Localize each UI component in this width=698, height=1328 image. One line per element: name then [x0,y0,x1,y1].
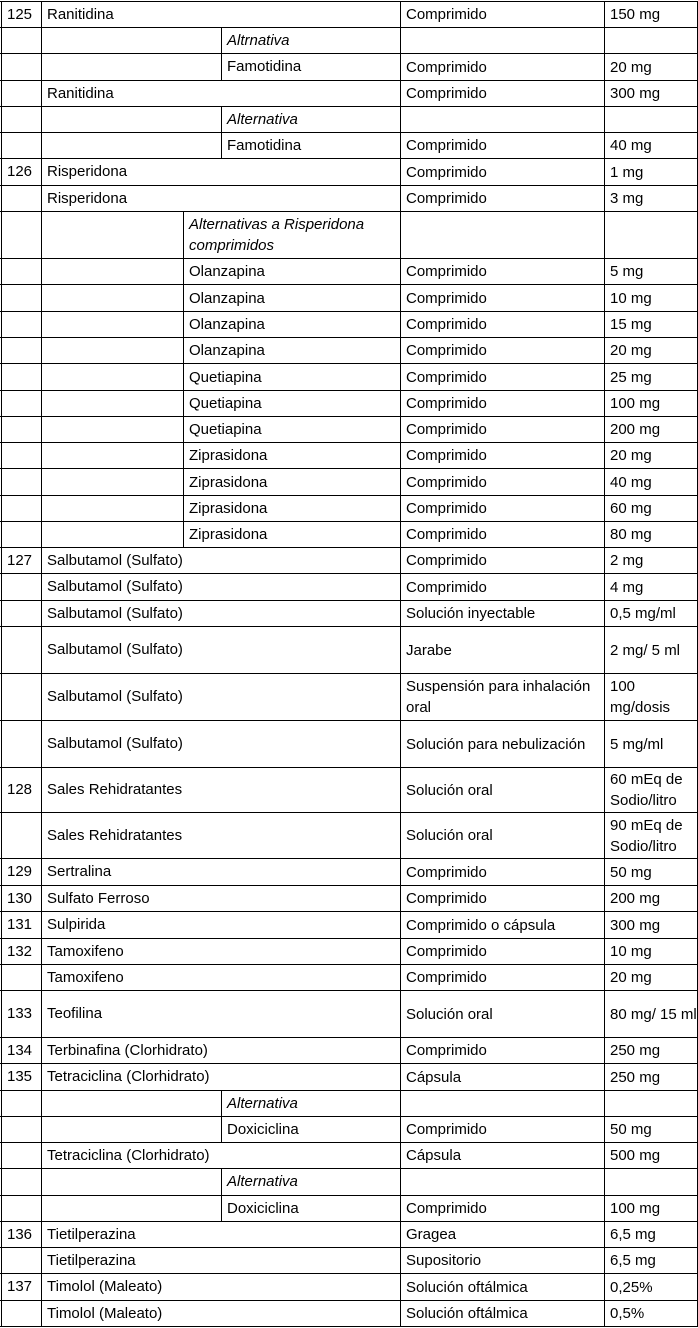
row-number: 128 [7,781,33,798]
dose: 1 mg [610,163,644,181]
dosage-form: Comprimido [406,368,487,386]
drug-name: Salbutamol (Sulfato) [47,604,183,622]
column-divider [41,1,42,1327]
dose: 80 mg [610,526,652,543]
dose: 0,25% [610,1278,653,1296]
drug-name: Ranitidina [47,5,114,23]
alternative-drug: Quetiapina [189,368,262,386]
row-number: 127 [7,551,33,569]
row-number: 130 [7,889,33,907]
dose: 300 mg [610,916,661,934]
drug-name: Teofilina [47,1005,103,1022]
row-number: 134 [7,1041,33,1059]
dosage-form: Suspensión para inhalación oral [406,678,591,716]
dosage-form: Comprimido [406,58,487,76]
dosage-form: Comprimido [406,85,487,102]
dosage-form: Comprimido [406,863,487,881]
dose: 20 mg [610,58,652,76]
alternative-drug: Olanzapina [189,289,265,307]
dosage-form: Comprimido [406,316,487,333]
dosage-form: Solución oftálmica [406,1305,528,1322]
dose: 200 mg [610,421,661,438]
column-divider [1,1,2,1327]
drug-name: Tamoxifeno [47,968,124,986]
dosage-form: Comprimido [406,578,487,596]
dosage-form: Comprimido [406,289,487,307]
dose: 10 mg [610,943,652,960]
dosage-form: Cápsula [406,1147,462,1164]
dosage-form: Cápsula [406,1068,462,1086]
dose: 60 mg [610,500,652,517]
dosage-form: Comprimido [406,943,487,960]
dosage-form: Comprimido [406,969,487,986]
column-divider [221,1168,222,1196]
drug-name: Sertralina [47,863,112,880]
drug-name: Salbutamol (Sulfato) [47,641,183,658]
row-number: 133 [7,1005,33,1022]
row-number: 131 [7,916,33,933]
column-divider [183,495,184,522]
drug-name: Tamoxifeno [47,942,124,960]
dose: 10 mg [610,289,652,307]
dose: 2 mg/ 5 ml [610,641,681,659]
drug-name: Risperidona [47,189,128,207]
dosage-form: Comprimido [406,447,487,464]
column-divider [221,1090,222,1117]
dose: 6,5 mg [610,1226,656,1243]
dosage-form: Comprimido [406,1121,487,1138]
drug-name: Tietilperazina [47,1225,136,1243]
dose: 3 mg [610,190,644,207]
dose: 60 mEq de Sodio/litro [610,771,683,809]
dose: 40 mg [610,137,652,154]
alternative-label: Alternativa [227,110,298,128]
dose: 80 mg/ 15 ml [610,1005,697,1023]
drug-name: Timolol (Maleato) [47,1278,163,1295]
dosage-form: Solución oftálmica [406,1278,528,1296]
row-number: 136 [7,1225,33,1243]
dose: 40 mg [610,473,652,491]
dose: 5 mg/ml [610,735,664,753]
column-divider [183,211,184,259]
alternative-label: Alternativa [227,1094,298,1112]
dosage-form: Comprimido [406,137,487,154]
dose: 250 mg [610,1042,661,1059]
dosage-form: Comprimido [406,163,487,181]
dose: 4 mg [610,578,644,596]
column-divider [221,132,222,159]
drug-name: Sales Rehidratantes [47,826,183,844]
alternative-drug: Famotidina [227,58,302,75]
dose: 20 mg [610,969,652,986]
column-divider [400,1,401,1327]
alternative-label: Alternativa [227,1173,298,1190]
dose: 15 mg [610,316,652,333]
dosage-form: Comprimido [406,500,487,517]
dose: 500 mg [610,1147,661,1164]
drug-name: Salbutamol (Sulfato) [47,688,183,705]
dose: 50 mg [610,863,652,881]
column-divider [183,468,184,496]
alternative-drug: Ziprasidona [189,500,268,517]
drug-name: Sales Rehidratantes [47,781,183,798]
dose: 2 mg [610,552,644,569]
dose: 20 mg [610,342,652,359]
dose: 100 mg [610,1200,661,1217]
drug-name: Tetraciclina (Clorhidrato) [47,1146,210,1164]
dose: 5 mg [610,263,644,280]
dose: 50 mg [610,1121,652,1138]
drug-name: Sulfato Ferroso [47,889,150,907]
dosage-form: Gragea [406,1226,457,1243]
alternative-drug: Olanzapina [189,316,265,333]
dosage-form: Comprimido [406,1042,487,1059]
column-divider [183,390,184,417]
drug-name: Terbinafina (Clorhidrato) [47,1041,208,1059]
row-number: 129 [7,863,33,880]
dose: 6,5 mg [610,1252,656,1269]
column-divider [183,416,184,443]
dose: 0,5% [610,1305,645,1322]
column-divider [183,284,184,312]
column-divider [183,311,184,338]
dosage-form: Comprimido [406,552,487,569]
dosage-form: Comprimido [406,421,487,438]
dose: 150 mg [610,6,661,23]
row-number: 126 [7,163,33,180]
dosage-form: Comprimido [406,263,487,280]
drug-name: Salbutamol (Sulfato) [47,735,183,752]
alternative-drug: Olanzapina [189,263,265,280]
dosage-form: Supositorio [406,1252,482,1269]
drug-name: Tietilperazina [47,1251,136,1269]
dosage-form: Comprimido [406,1200,487,1217]
dose: 0,5 mg/ml [610,605,676,622]
dose: 90 mEq de Sodio/litro [610,816,683,855]
row-number: 137 [7,1278,33,1295]
dosage-form: Solución oral [406,1005,493,1023]
dosage-form: Comprimido [406,526,487,543]
drug-name: Salbutamol (Sulfato) [47,578,183,595]
alternative-drug: Quetiapina [189,421,262,438]
dosage-form: Comprimido [406,890,487,907]
row-number: 125 [7,5,33,23]
dosage-form: Solución inyectable [406,605,536,622]
dosage-form: Comprimido [406,342,487,359]
alternative-drug: Ziprasidona [189,447,268,464]
drug-name: Timolol (Maleato) [47,1304,163,1322]
dosage-form: Comprimido o cápsula [406,916,556,934]
alternative-drug: Olanzapina [189,342,265,359]
alternative-drug: Doxiciclina [227,1199,299,1217]
dose: 100 mg [610,395,661,412]
dose: 20 mg [610,447,652,464]
column-divider [221,53,222,81]
dosage-form: Comprimido [406,6,487,23]
alternative-drug: Quetiapina [189,395,262,412]
row-divider [0,1326,698,1327]
column-divider [221,1195,222,1222]
alternative-drug: Ziprasidona [189,526,268,543]
column-divider [183,363,184,391]
dose: 25 mg [610,368,652,386]
dosage-form: Comprimido [406,395,487,412]
dose: 200 mg [610,890,661,907]
column-divider [221,27,222,54]
column-divider [183,337,184,364]
drug-name: Ranitidina [47,84,114,102]
dose: 100 mg/dosis [610,678,671,716]
alternative-drug: Doxiciclina [227,1120,299,1138]
column-divider [183,521,184,548]
dose: 300 mg [610,85,661,102]
alternative-label: Altrnativa [227,31,290,49]
column-divider [604,1,605,1327]
alternative-drug: Ziprasidona [189,473,268,491]
column-divider [183,442,184,469]
dosage-form: Comprimido [406,473,487,491]
dosage-form: Comprimido [406,190,487,207]
drug-name: Sulpirida [47,916,106,933]
alternative-label: Alternativas a Risperidona comprimidos [189,216,365,254]
dosage-form: Solución oral [406,781,493,799]
row-number: 135 [7,1068,33,1085]
dosage-form: Solución oral [406,827,493,844]
column-divider [221,1116,222,1143]
drug-name: Tetraciclina (Clorhidrato) [47,1068,210,1085]
alternative-drug: Famotidina [227,136,302,154]
dose: 250 mg [610,1068,661,1086]
dosage-form: Jarabe [406,641,452,659]
drug-name: Salbutamol (Sulfato) [47,551,183,569]
row-number: 132 [7,942,33,960]
column-divider [221,106,222,133]
dosage-form: Solución para nebulización [406,735,586,753]
drug-name: Risperidona [47,163,128,180]
column-divider [183,258,184,285]
